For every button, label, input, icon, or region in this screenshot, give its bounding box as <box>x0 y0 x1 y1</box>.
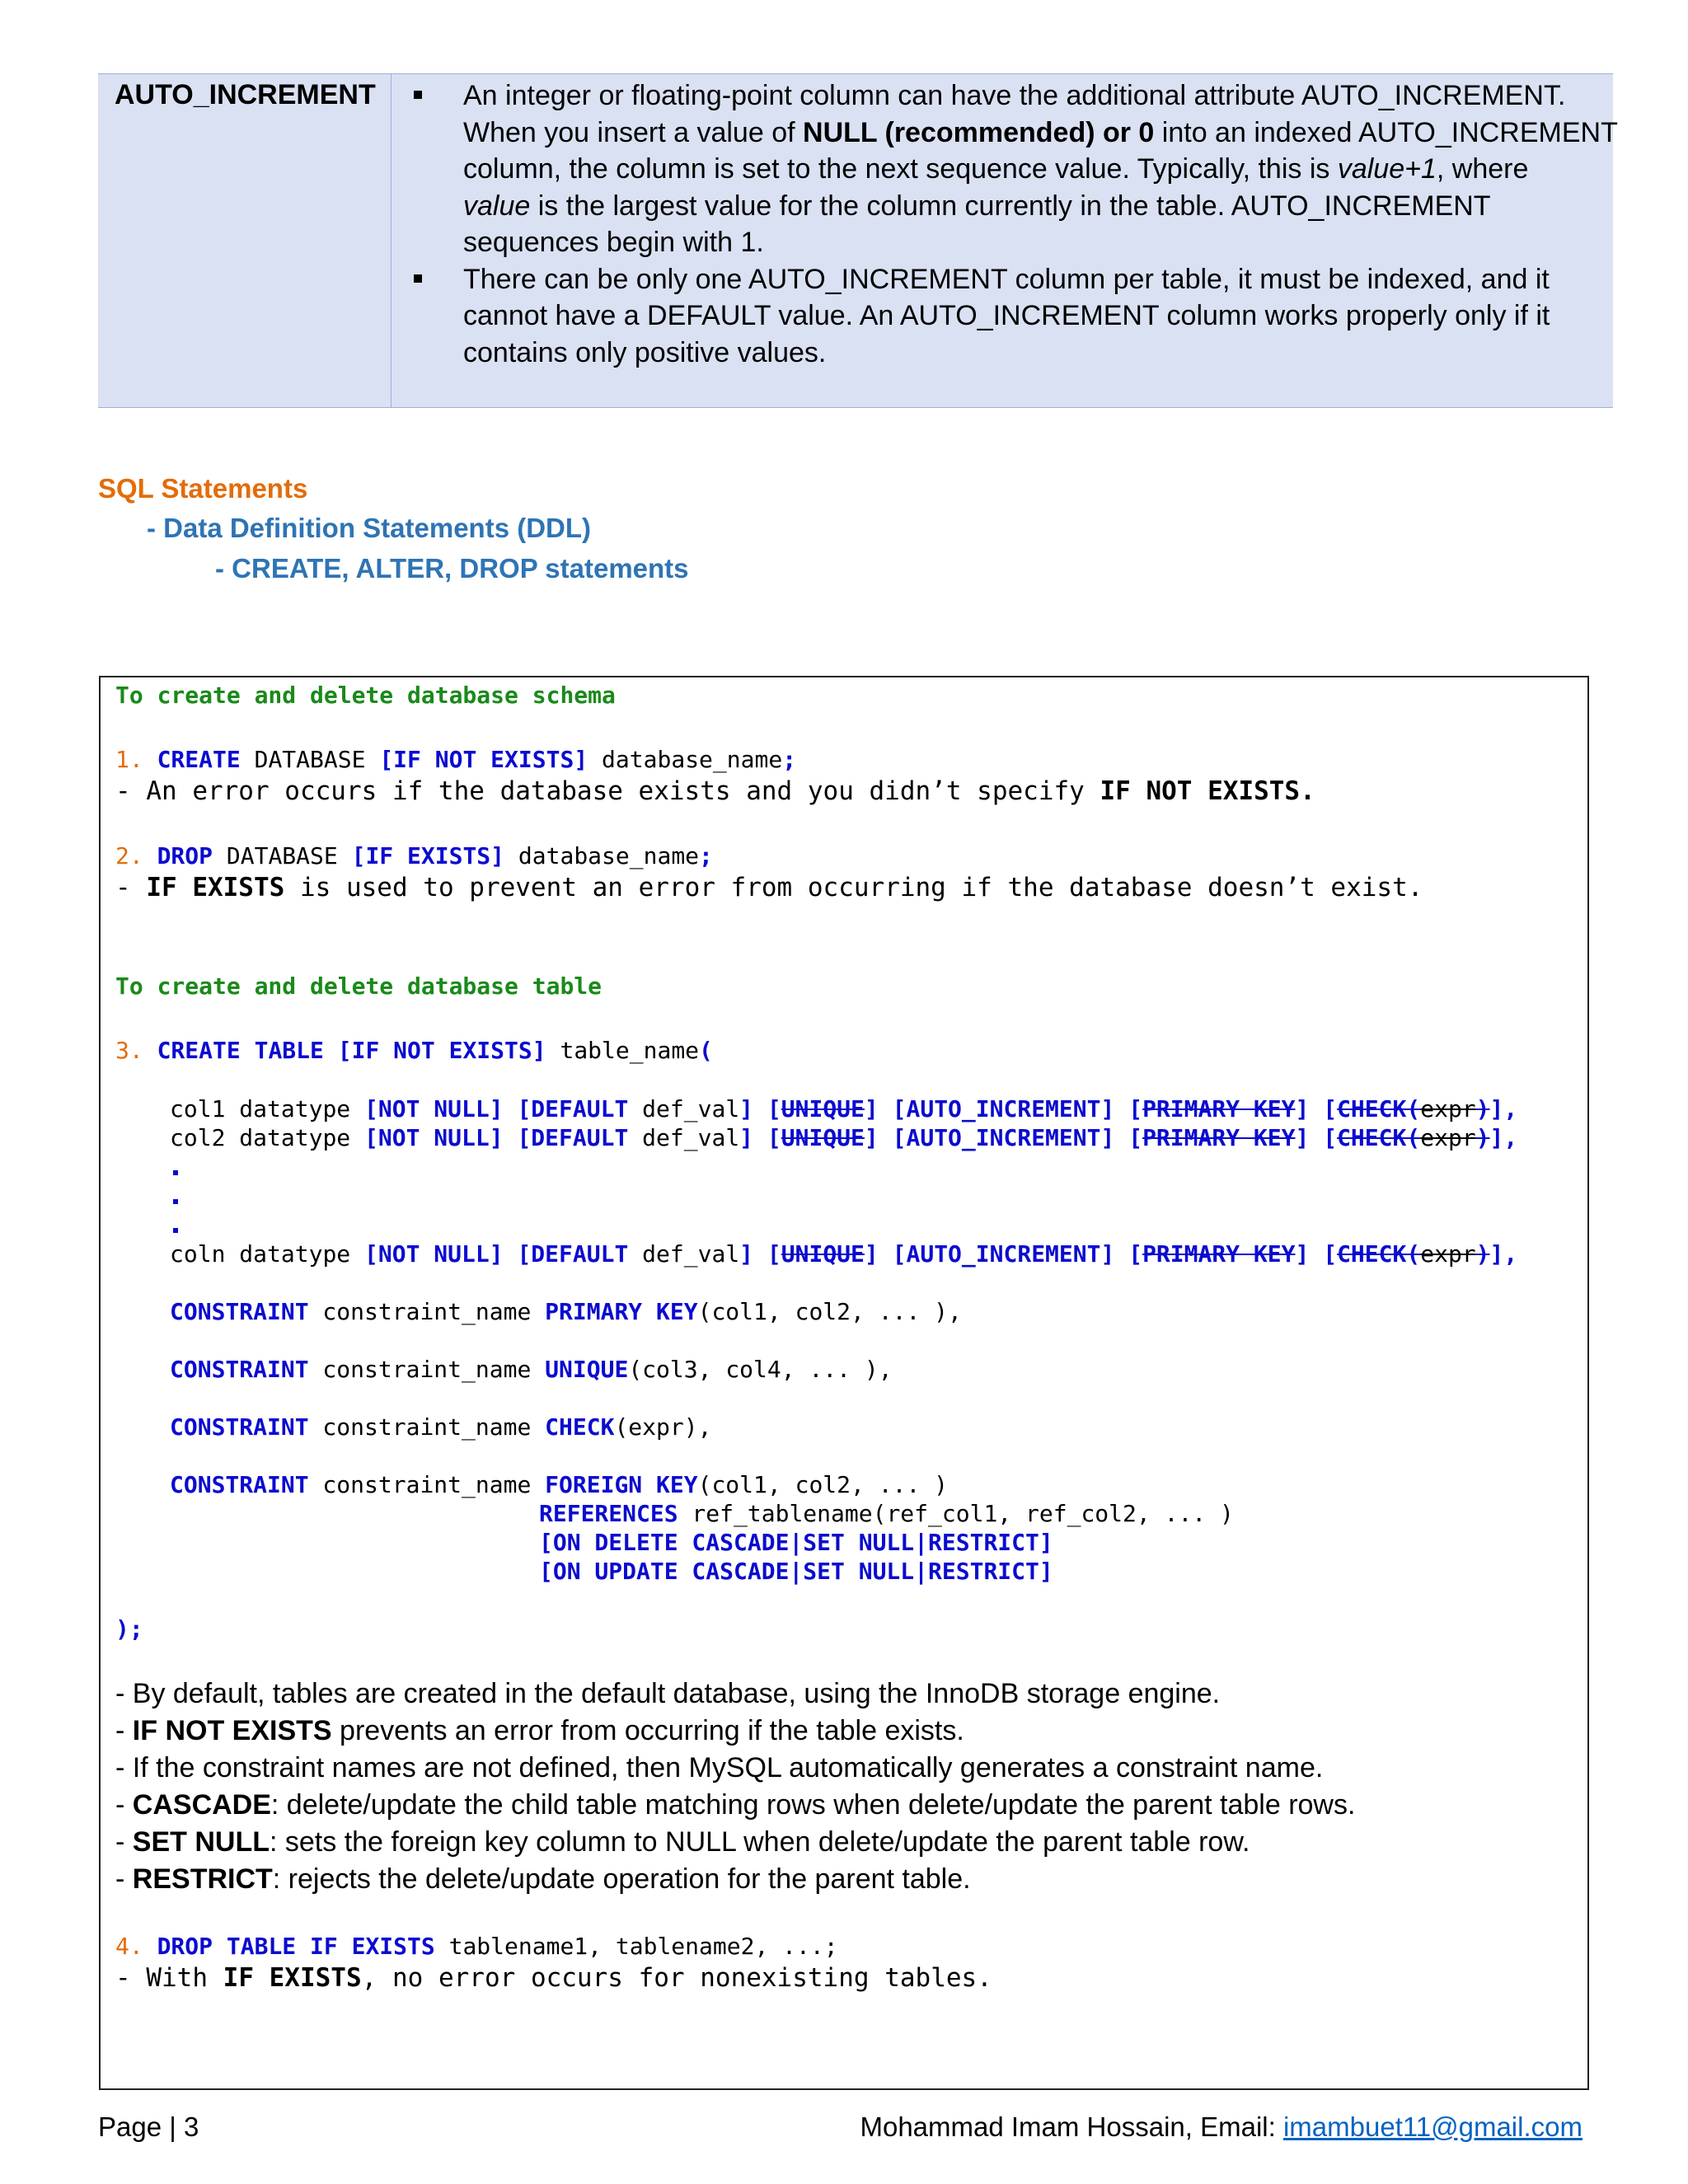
section-heading: SQL Statements <box>98 473 308 504</box>
square-bullet-icon <box>414 91 422 99</box>
definition-bullet-1 <box>356 77 1688 261</box>
table-note: - RESTRICT: rejects the delete/update operation for the parent table. <box>115 1863 971 1895</box>
definition-text: column, the column is set to the next sequence value. Typically, this is value+1, where <box>463 153 1529 185</box>
definition-list <box>463 74 1688 371</box>
ellipsis-dot <box>173 1199 178 1204</box>
column-definition: coln datatype [NOT NULL] [DEFAULT def_val] [UNIQUE] [AUTO_INCREMENT] [PRIMARY KEY] [CHECK(expr)], <box>170 1240 1518 1268</box>
subsubsection-heading: - CREATE, ALTER, DROP statements <box>215 553 689 583</box>
sql-statement-4: 4. DROP TABLE IF EXISTS tablename1, tablename2, ...; <box>115 1933 838 1960</box>
sql-statement-2: 2. DROP DATABASE [IF EXISTS] database_name; <box>115 842 713 869</box>
ellipsis-dot <box>173 1170 178 1175</box>
code-box <box>99 676 1589 2090</box>
on-update-clause: [ON UPDATE CASCADE|SET NULL|RESTRICT] <box>539 1558 1053 1585</box>
definition-text: When you insert a value of NULL (recommended) or 0 into an indexed AUTO_INCREMENT <box>463 116 1618 148</box>
definition-text: There can be only one AUTO_INCREMENT column per table, it must be indexed, and it <box>463 263 1550 295</box>
table-note: - By default, tables are created in the default database, using the InnoDB storage engine. <box>115 1678 1221 1709</box>
sql-note-2: - IF EXISTS is used to prevent an error from occurring if the database doesn’t exist. <box>115 873 1423 902</box>
subsection-heading: - Data Definition Statements (DDL) <box>147 513 592 543</box>
author-credit <box>860 2111 1582 2143</box>
definition-text: cannot have a DEFAULT value. An AUTO_INCREMENT column works properly only if it <box>463 300 1550 331</box>
author-name: Mohammad Imam Hossain, Email: <box>860 2111 1283 2142</box>
references-clause: REFERENCES ref_tablename(ref_col1, ref_col2, ... ) <box>539 1500 1234 1527</box>
table-note: - CASCADE: delete/update the child table matching rows when delete/update the parent table rows. <box>115 1789 1356 1821</box>
column-definition: col2 datatype [NOT NULL] [DEFAULT def_val] [UNIQUE] [AUTO_INCREMENT] [PRIMARY KEY] [CHECK(expr)], <box>170 1124 1518 1151</box>
table-note: - IF NOT EXISTS prevents an error from occurring if the table exists. <box>115 1715 964 1746</box>
on-delete-clause: [ON DELETE CASCADE|SET NULL|RESTRICT] <box>539 1529 1053 1556</box>
ellipsis-dot <box>173 1228 178 1233</box>
page-number: Page | 3 <box>98 2111 199 2142</box>
code-section-title: To create and delete database table <box>115 972 603 1000</box>
sql-note-4: - With IF EXISTS, no error occurs for nonexisting tables. <box>115 1963 992 1993</box>
square-bullet-icon <box>414 274 422 283</box>
definition-text: contains only positive values. <box>463 336 827 368</box>
sql-statement-1: 1. CREATE DATABASE [IF NOT EXISTS] database_name; <box>115 746 797 773</box>
definition-bullet-2 <box>356 261 1688 372</box>
sql-note-1: - An error occurs if the database exists and you didn’t specify IF NOT EXISTS. <box>115 776 1315 806</box>
definition-table <box>98 73 1618 408</box>
statement-close: ); <box>115 1615 143 1643</box>
table-note: - SET NULL: sets the foreign key column to NULL when delete/update the parent table row. <box>115 1826 1250 1858</box>
table-note: - If the constraint names are not defined, then MySQL automatically generates a constraint name. <box>115 1752 1324 1783</box>
definition-text: sequences begin with 1. <box>463 227 764 258</box>
definition-text: An integer or floating-point column can have the additional attribute AUTO_INCREMENT. <box>463 80 1566 111</box>
sql-statement-3: 3. CREATE TABLE [IF NOT EXISTS] table_name( <box>115 1037 713 1064</box>
constraint-check: CONSTRAINT constraint_name CHECK(expr), <box>170 1413 712 1441</box>
constraint-foreign-key: CONSTRAINT constraint_name FOREIGN KEY(col1, col2, ... ) <box>170 1471 949 1498</box>
definition-term: AUTO_INCREMENT <box>115 79 376 110</box>
constraint-primary-key: CONSTRAINT constraint_name PRIMARY KEY(col1, col2, ... ), <box>170 1298 962 1325</box>
column-definition: col1 datatype [NOT NULL] [DEFAULT def_val] [UNIQUE] [AUTO_INCREMENT] [PRIMARY KEY] [CHECK(expr)], <box>170 1095 1518 1122</box>
constraint-unique: CONSTRAINT constraint_name UNIQUE(col3, col4, ... ), <box>170 1356 893 1383</box>
code-section-title: To create and delete database schema <box>115 682 616 709</box>
definition-text: value is the largest value for the column currently in the table. AUTO_INCREMENT <box>463 190 1491 222</box>
email-link[interactable]: imambuet11@gmail.com <box>1282 2111 1582 2142</box>
